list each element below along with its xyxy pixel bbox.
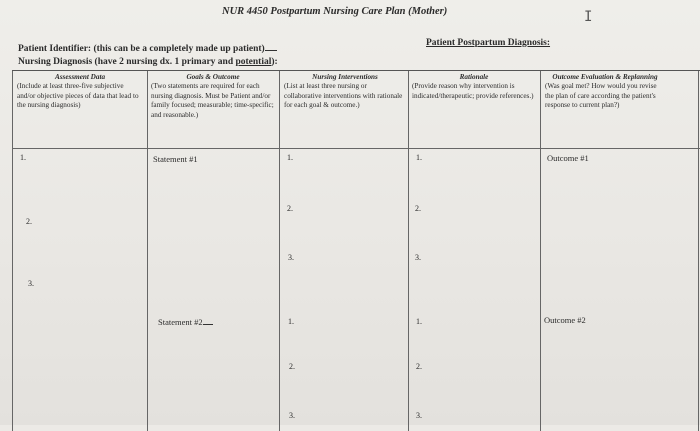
header-divider xyxy=(12,148,700,149)
header-outcome-evaluation xyxy=(545,73,665,111)
rationale-number[interactable]: 1. xyxy=(416,153,422,162)
header-title: Outcome Evaluation & Replanning xyxy=(552,73,658,81)
rationale-number[interactable]: 1. xyxy=(416,317,422,326)
header-body: (List at least three nursing or collaborative interventions with rationale for each goal & outcome.) xyxy=(284,82,403,110)
intervention-number[interactable]: 2. xyxy=(287,204,293,213)
goal-statement-1[interactable]: Statement #1 xyxy=(153,154,198,164)
postpartum-diagnosis-label xyxy=(426,38,550,48)
patient-identifier-blank[interactable] xyxy=(265,41,277,51)
goal-statement-2[interactable] xyxy=(158,316,213,327)
goal-statement-2-text: Statement #2 xyxy=(158,317,203,327)
patient-identifier-text: Patient Identifier: (this can be a completely made up patient) xyxy=(18,44,265,54)
postpartum-diagnosis-text: Patient Postpartum Diagnosis: xyxy=(426,38,551,48)
header-body: (Two statements are required for each nursing diagnosis. Must be Patient and/or family focused; measurable; time-specific; and reasonable.) xyxy=(151,82,274,119)
header-title: Assessment Data xyxy=(54,73,106,81)
patient-identifier-label xyxy=(18,41,277,54)
nursing-diagnosis-potential: potential xyxy=(235,57,272,67)
column-divider xyxy=(540,71,541,431)
goal-statement-2-blank xyxy=(203,316,213,325)
care-plan-table xyxy=(12,70,700,431)
header-body: (Include at least three-five subjective and/or objective pieces of data that lead to the nursing diagnosis) xyxy=(17,82,139,110)
outcome-2[interactable]: Outcome #2 xyxy=(544,315,586,325)
column-divider xyxy=(279,71,280,431)
column-divider xyxy=(408,71,409,431)
document-title: NUR 4450 Postpartum Nursing Care Plan (Mother) xyxy=(222,6,448,17)
assessment-item-number[interactable]: 1. xyxy=(20,153,26,162)
rationale-number[interactable]: 3. xyxy=(415,253,421,262)
header-body: (Provide reason why intervention is indicated/therapeutic; provide references.) xyxy=(412,82,534,100)
header-title: Goals & Outcome xyxy=(186,73,240,81)
assessment-item-number[interactable]: 2. xyxy=(26,217,32,226)
text-cursor-icon: I xyxy=(584,9,593,25)
table-border-right xyxy=(698,71,699,431)
column-divider xyxy=(147,71,148,431)
header-rationale xyxy=(412,73,536,101)
nursing-diagnosis-tail: ): xyxy=(271,57,278,67)
header-nursing-interventions xyxy=(284,73,406,111)
header-body: (Was goal met? How would you revise the plan of care according the patient's response to current plan?) xyxy=(545,82,657,110)
intervention-number[interactable]: 2. xyxy=(289,362,295,371)
header-goals-outcome xyxy=(151,73,275,120)
intervention-number[interactable]: 3. xyxy=(289,411,295,420)
rationale-number[interactable]: 2. xyxy=(415,204,421,213)
nursing-diagnosis-lead: Nursing Diagnosis (have 2 nursing dx. 1 primary and xyxy=(18,57,234,67)
header-assessment-data xyxy=(17,73,143,111)
intervention-number[interactable]: 1. xyxy=(287,153,293,162)
outcome-1[interactable]: Outcome #1 xyxy=(547,153,589,163)
intervention-number[interactable]: 1. xyxy=(288,317,294,326)
header-title: Nursing Interventions xyxy=(312,73,378,81)
table-border-left xyxy=(12,71,13,431)
rationale-number[interactable]: 2. xyxy=(416,362,422,371)
header-title: Rationale xyxy=(459,73,489,81)
nursing-diagnosis-label xyxy=(18,57,278,67)
intervention-number[interactable]: 3. xyxy=(288,253,294,262)
assessment-item-number[interactable]: 3. xyxy=(28,279,34,288)
rationale-number[interactable]: 3. xyxy=(416,411,422,420)
